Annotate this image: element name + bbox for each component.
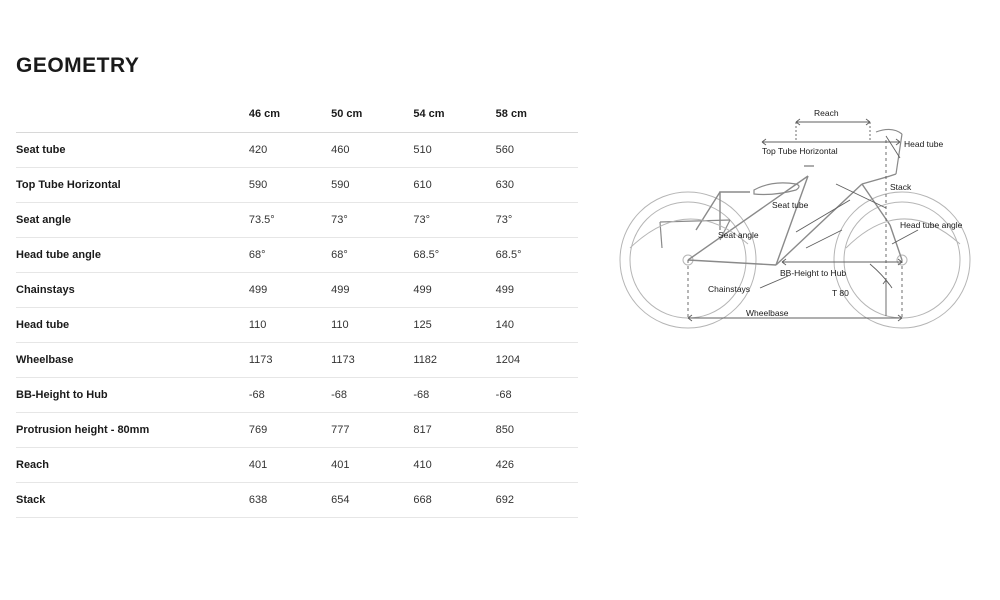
seat-angle-leader <box>806 230 842 248</box>
cell-value: 68.5° <box>413 238 495 273</box>
label-seat-tube: Seat tube <box>772 200 809 210</box>
saddle-icon <box>754 183 799 195</box>
row-label: Protrusion height - 80mm <box>16 413 249 448</box>
cell-value: 777 <box>331 413 413 448</box>
row-label: Seat tube <box>16 133 249 168</box>
cell-value: 560 <box>496 133 578 168</box>
cell-value: 499 <box>249 273 331 308</box>
cell-value: 140 <box>496 308 578 343</box>
table-row <box>16 343 578 378</box>
diagram-labels <box>708 108 963 318</box>
head-angle-arc <box>870 264 892 288</box>
table-body <box>16 133 578 518</box>
cell-value: 1182 <box>413 343 495 378</box>
cell-value: 638 <box>249 483 331 518</box>
cell-value: 420 <box>249 133 331 168</box>
head-tube-angle-leader <box>892 230 918 244</box>
table-row <box>16 133 578 168</box>
table-row <box>16 378 578 413</box>
table-row <box>16 413 578 448</box>
cell-value: 73° <box>496 203 578 238</box>
row-label: Seat angle <box>16 203 249 238</box>
cell-value: 654 <box>331 483 413 518</box>
cell-value: 590 <box>249 168 331 203</box>
cell-value: 110 <box>331 308 413 343</box>
label-bb-height-to-hub: BB-Height to Hub <box>780 268 847 278</box>
page-title: GEOMETRY <box>16 54 140 77</box>
table-row <box>16 168 578 203</box>
column-header-size-54: 54 cm <box>413 108 495 133</box>
label-top-tube-horizontal: Top Tube Horizontal <box>762 146 838 156</box>
geometry-table-container <box>16 108 578 518</box>
row-label: Reach <box>16 448 249 483</box>
label-seat-angle: Seat angle <box>718 230 759 240</box>
cell-value: 73° <box>413 203 495 238</box>
row-label: Wheelbase <box>16 343 249 378</box>
cell-value: 68° <box>249 238 331 273</box>
head-tube-leader <box>886 136 900 158</box>
label-head-tube-angle: Head tube angle <box>900 220 963 230</box>
label-chainstays: Chainstays <box>708 284 751 294</box>
table-row <box>16 203 578 238</box>
table-row <box>16 273 578 308</box>
cell-value: 510 <box>413 133 495 168</box>
row-label: Stack <box>16 483 249 518</box>
bike-geometry-diagram <box>600 80 990 360</box>
table-row <box>16 238 578 273</box>
handlebar-icon <box>876 129 902 174</box>
cell-value: 668 <box>413 483 495 518</box>
table-header <box>16 108 578 133</box>
cell-value: 1173 <box>249 343 331 378</box>
cell-value: 630 <box>496 168 578 203</box>
cell-value: 426 <box>496 448 578 483</box>
frame-icon <box>688 166 902 265</box>
cell-value: 410 <box>413 448 495 483</box>
cell-value: 68.5° <box>496 238 578 273</box>
table-header-row <box>16 108 578 133</box>
cell-value: 1204 <box>496 343 578 378</box>
label-head-tube: Head tube <box>904 139 944 149</box>
cell-value: 850 <box>496 413 578 448</box>
cell-value: 610 <box>413 168 495 203</box>
cell-value: 692 <box>496 483 578 518</box>
label-wheelbase: Wheelbase <box>746 308 789 318</box>
cell-value: 1173 <box>331 343 413 378</box>
row-label: Head tube <box>16 308 249 343</box>
row-label: Top Tube Horizontal <box>16 168 249 203</box>
cell-value: -68 <box>413 378 495 413</box>
row-label: Head tube angle <box>16 238 249 273</box>
column-header-size-50: 50 cm <box>331 108 413 133</box>
table-row <box>16 448 578 483</box>
row-label: BB-Height to Hub <box>16 378 249 413</box>
cell-value: 499 <box>413 273 495 308</box>
cell-value: 125 <box>413 308 495 343</box>
cell-value: 817 <box>413 413 495 448</box>
cell-value: 499 <box>496 273 578 308</box>
cell-value: -68 <box>249 378 331 413</box>
label-t80: T 80 <box>832 288 849 298</box>
column-header-size-46: 46 cm <box>249 108 331 133</box>
cell-value: 401 <box>331 448 413 483</box>
table-row <box>16 308 578 343</box>
geometry-table <box>16 108 578 518</box>
table-row <box>16 483 578 518</box>
label-reach: Reach <box>814 108 839 118</box>
column-header-measure <box>16 108 249 133</box>
label-stack: Stack <box>890 182 912 192</box>
row-label: Chainstays <box>16 273 249 308</box>
cell-value: -68 <box>331 378 413 413</box>
cell-value: 460 <box>331 133 413 168</box>
cell-value: 401 <box>249 448 331 483</box>
cell-value: 499 <box>331 273 413 308</box>
cell-value: 769 <box>249 413 331 448</box>
cell-value: 73° <box>331 203 413 238</box>
cell-value: 68° <box>331 238 413 273</box>
cell-value: 73.5° <box>249 203 331 238</box>
column-header-size-58: 58 cm <box>496 108 578 133</box>
cell-value: 110 <box>249 308 331 343</box>
cell-value: -68 <box>496 378 578 413</box>
cell-value: 590 <box>331 168 413 203</box>
